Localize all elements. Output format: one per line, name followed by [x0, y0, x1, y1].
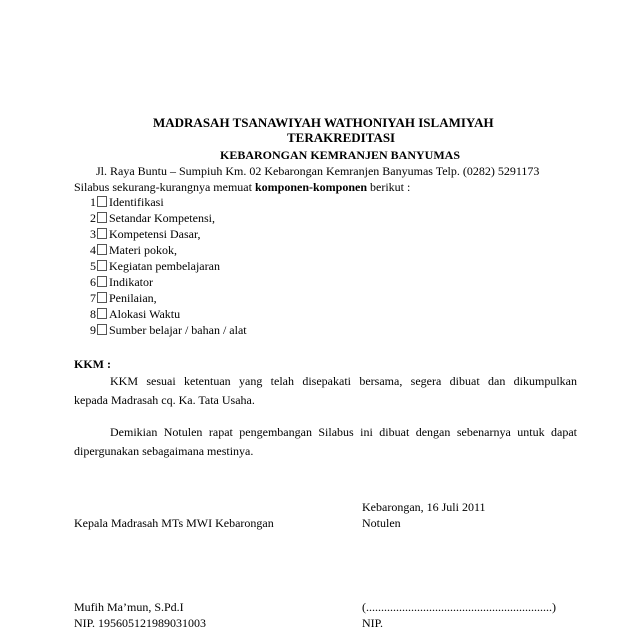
- kkm-line-2: kepada Madrasah cq. Ka. Tata Usaha.: [74, 393, 255, 407]
- list-item: [90, 274, 153, 290]
- intro-bold: komponen-komponen: [254, 180, 367, 194]
- list-item: [90, 194, 164, 210]
- item-label: Setandar Kompetensi,: [109, 211, 215, 225]
- item-number: 6: [90, 275, 96, 289]
- item-number: 9: [90, 323, 96, 337]
- checkbox-icon: [97, 324, 107, 335]
- school-name: MADRASAH TSANAWIYAH WATHONIYAH ISLAMIYAH: [153, 115, 494, 130]
- item-number: 1: [90, 195, 96, 209]
- checkbox-icon: [97, 308, 107, 319]
- list-item: [90, 226, 201, 242]
- checkbox-icon: [97, 276, 107, 287]
- kkm-heading: KKM :: [74, 357, 111, 371]
- list-item: [90, 258, 220, 274]
- school-location: KEBARONGAN KEMRANJEN BANYUMAS: [220, 148, 461, 162]
- item-label: Identifikasi: [109, 195, 164, 209]
- checkbox-icon: [97, 260, 107, 271]
- item-number: 7: [90, 291, 96, 305]
- notulen-nip: NIP.: [362, 616, 384, 630]
- closing-line-1: [74, 423, 577, 442]
- item-label: Alokasi Waktu: [109, 307, 181, 321]
- list-item: [90, 290, 157, 306]
- list-item: [90, 306, 180, 322]
- closing-line-2: dipergunakan sebagaimana mestinya.: [74, 444, 254, 458]
- item-number: 2: [90, 211, 96, 225]
- principal-nip: NIP. 195605121989031003: [74, 616, 207, 630]
- checkbox-icon: [97, 212, 107, 223]
- list-item: [90, 210, 215, 226]
- list-item: [90, 322, 247, 338]
- item-number: 3: [90, 227, 96, 241]
- intro-before: Silabus sekurang-kurangnya memuat: [74, 180, 255, 194]
- notulen-name-placeholder: (..............................................................): [362, 600, 556, 614]
- kkm-line-1: [74, 372, 577, 391]
- place-date: Kebarongan, 16 Juli 2011: [362, 500, 486, 514]
- item-label: Materi pokok,: [109, 243, 177, 257]
- item-label: Kegiatan pembelajaran: [109, 259, 220, 273]
- checkbox-icon: [97, 292, 107, 303]
- checkbox-icon: [97, 228, 107, 239]
- closing-paragraph: [74, 423, 577, 461]
- item-label: Kompetensi Dasar,: [109, 227, 201, 241]
- principal-title: Kepala Madrasah MTs MWI Kebarongan: [74, 516, 274, 530]
- kkm-text-1: KKM sesuai ketentuan yang telah disepakati bersama, segera dibuat dan dikumpulkan: [110, 374, 577, 388]
- item-number: 5: [90, 259, 96, 273]
- list-item: [90, 242, 177, 258]
- notulen-title: Notulen: [362, 516, 401, 530]
- item-label: Sumber belajar / bahan / alat: [109, 323, 247, 337]
- checkbox-icon: [97, 244, 107, 255]
- accreditation: TERAKREDITASI: [287, 130, 396, 145]
- principal-name: Mufih Ma’mun, S.Pd.I: [74, 600, 184, 614]
- item-number: 4: [90, 243, 96, 257]
- item-label: Penilaian,: [109, 291, 157, 305]
- item-number: 8: [90, 307, 96, 321]
- closing-text-1: Demikian Notulen rapat pengembangan Silabus ini dibuat dengan sebenarnya untuk dapat: [110, 425, 577, 439]
- school-address: Jl. Raya Buntu – Sumpiuh Km. 02 Kebarongan Kemranjen Banyumas Telp. (0282) 5291173: [96, 164, 540, 178]
- kkm-paragraph: [74, 372, 577, 410]
- checkbox-icon: [97, 196, 107, 207]
- intro-text: [74, 180, 410, 194]
- intro-after: berikut :: [367, 180, 411, 194]
- item-label: Indikator: [109, 275, 153, 289]
